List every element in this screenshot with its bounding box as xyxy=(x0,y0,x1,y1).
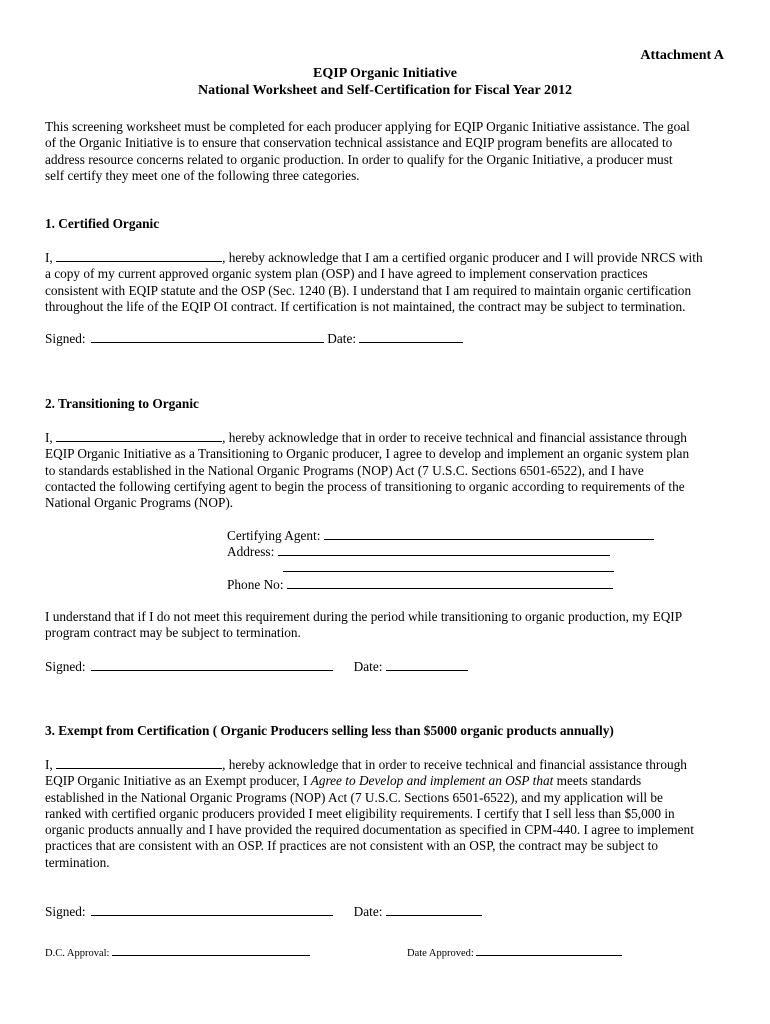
section3-line-text: meets standards xyxy=(553,773,642,789)
section3-line-text: , hereby acknowledge that in order to receive technical and financial assistance through xyxy=(222,757,687,772)
section3-signed-field[interactable] xyxy=(91,903,333,916)
date-approved-label: Date Approved: xyxy=(407,948,474,959)
phone-label: Phone No: xyxy=(227,577,284,592)
section2-line: EQIP Organic Initiative as a Transitioning to Organic producer, I agree to develop and implement an organic system plan xyxy=(45,446,690,462)
certifying-agent-label: Certifying Agent: xyxy=(227,528,321,543)
date-label: Date: xyxy=(327,331,357,346)
section3-line-text: EQIP Organic Initiative as an Exempt producer, I xyxy=(45,773,311,789)
signed-label: Signed: xyxy=(45,659,86,674)
address-field[interactable] xyxy=(278,543,610,556)
section1-heading: 1. Certified Organic xyxy=(45,216,160,231)
section3-line: ranked with certified organic producers provided I meet eligibility requirements. I certify that I sell less than $5,000 in xyxy=(45,805,675,821)
section1-signed-field[interactable] xyxy=(91,330,324,343)
document-title: EQIP Organic Initiative xyxy=(313,66,457,81)
attachment-label: Attachment A xyxy=(640,48,724,63)
dc-approval-row xyxy=(45,946,310,962)
address-row xyxy=(227,543,610,560)
intro-line: This screening worksheet must be completed for each producer applying for EQIP Organic Initiative assistance. The goal xyxy=(45,119,690,134)
section2-heading: 2. Transitioning to Organic xyxy=(45,396,199,411)
section1-signature-row xyxy=(45,330,463,347)
dc-approval-label: D.C. Approval: xyxy=(45,948,110,959)
section3-line: established in the National Organic Programs (NOP) Act (7 U.S.C. Sections 6501-6522), and my application will be xyxy=(45,789,663,805)
section2-date-field[interactable] xyxy=(386,658,468,671)
phone-row xyxy=(227,576,613,593)
intro-line: address resource concerns related to organic production. In order to qualify for the Organic Initiative, a producer must xyxy=(45,151,673,167)
intro-line: self certify they meet one of the following three categories. xyxy=(45,167,360,183)
i-label: I, xyxy=(45,430,53,445)
intro-paragraph xyxy=(45,119,690,184)
i-label: I, xyxy=(45,757,53,772)
section3-date-field[interactable] xyxy=(386,903,482,916)
section3-heading: 3. Exempt from Certification ( Organic Producers selling less than $5000 organic products annually) xyxy=(45,723,614,738)
document-subtitle: National Worksheet and Self-Certification for Fiscal Year 2012 xyxy=(198,83,572,98)
intro-line: of the Organic Initiative is to ensure that conservation technical assistance and EQIP program benefits are allocated to xyxy=(45,135,673,151)
section1-date-field[interactable] xyxy=(359,330,463,343)
date-label: Date: xyxy=(353,904,383,919)
section3-line: termination. xyxy=(45,854,110,870)
i-label: I, xyxy=(45,250,53,265)
certifying-agent-field[interactable] xyxy=(324,527,654,540)
signed-label: Signed: xyxy=(45,904,86,919)
section2-line: to standards established in the National Organic Programs (NOP) Act (7 U.S.C. Sections 6501-6522), and I have xyxy=(45,462,644,478)
section3-signature-row xyxy=(45,903,482,920)
address-label: Address: xyxy=(227,544,275,559)
section2-signature-row xyxy=(45,658,468,675)
date-label: Date: xyxy=(353,659,383,674)
section2-name-field[interactable] xyxy=(56,429,222,442)
section2-closing-line: I understand that if I do not meet this requirement during the period while transitioning to organic production, my EQIP xyxy=(45,609,683,624)
date-approved-row xyxy=(407,946,622,962)
section2-closing xyxy=(45,609,682,642)
section3-line: practices that are consistent with an OSP. If practices are not consistent with an OSP, the contract may be subject to xyxy=(45,838,658,854)
section2-line: National Organic Programs (NOP). xyxy=(45,495,234,511)
section1-name-field[interactable] xyxy=(56,249,222,262)
section3-name-field[interactable] xyxy=(56,756,222,769)
section2-signed-field[interactable] xyxy=(91,658,333,671)
phone-field[interactable] xyxy=(287,576,613,589)
section2-paragraph xyxy=(45,429,689,511)
section1-line: consistent with EQIP statute and the OSP (Sec. 1240 (B). I understand that I am required to maintain organic certification xyxy=(45,282,692,298)
section2-closing-line: program contract may be subject to termination. xyxy=(45,625,301,641)
signed-label: Signed: xyxy=(45,331,86,346)
section2-line-text: , hereby acknowledge that in order to receive technical and financial assistance through xyxy=(222,430,687,445)
section1-paragraph xyxy=(45,249,703,315)
certifying-agent-row xyxy=(227,527,654,544)
dc-approval-field[interactable] xyxy=(112,946,310,956)
section3-line: organic products annually and I have provided the required documentation as specified in CPM-440. I agree to implement xyxy=(45,822,694,838)
section1-line: throughout the life of the EQIP OI contract. If certification is not maintained, the contract may be subject to termination. xyxy=(45,298,686,314)
section3-italic-text: Agree to Develop and implement an OSP that xyxy=(310,773,554,789)
section3-paragraph xyxy=(45,756,694,871)
address-field-line2[interactable] xyxy=(283,571,614,572)
date-approved-field[interactable] xyxy=(476,946,622,956)
section1-line: a copy of my current approved organic system plan (OSP) and I have agreed to implement conservation practices xyxy=(45,266,648,282)
section1-line-text: , hereby acknowledge that I am a certified organic producer and I will provide NRCS with xyxy=(222,250,703,265)
section2-line: contacted the following certifying agent to begin the process of transitioning to organic according to requirements of the xyxy=(45,478,685,494)
